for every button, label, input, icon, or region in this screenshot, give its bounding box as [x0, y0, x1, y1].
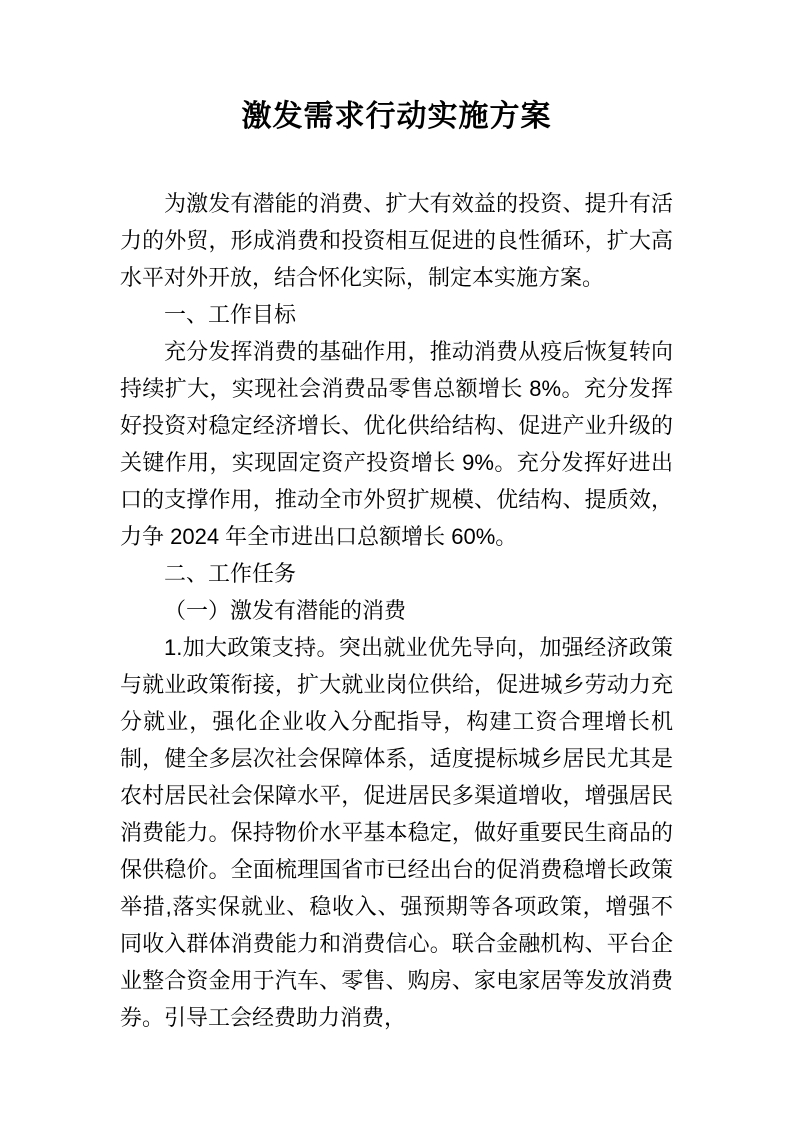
- section-2-heading: 二、工作任务: [164, 561, 297, 586]
- document-title: 激发需求行动实施方案: [241, 100, 552, 133]
- section-2-1-subheading: （一）激发有潜能的消费: [164, 598, 407, 623]
- task-1-paragraph: 1.加大政策支持。突出就业优先导向，加强经济政策与就业政策衔接，扩大就业岗位供给，促进城乡劳动力充分就业，强化企业收入分配指导，构建工资合理增长机制，健全多层次社会保障体系，适度提标城乡居民尤其是农村居民社会保障水平，促进居民多渠道增收，增强居民消费能力。保持物价水平基本稳定，做好重要民生商品的保供稳价。全面梳理国省市已经出台的促消费稳增长政策举措,落实保就业、稳收入、强预期等各项政策，增强不同收入群体消费能力和消费信心。联合金融机构、平台企业整合资金用于汽车、零售、购房、家电家居等发放消费券。引导工会经费助力消费，: [120, 635, 673, 1030]
- section-1-heading: 一、工作目标: [164, 302, 297, 327]
- intro-paragraph: 为激发有潜能的消费、扩大有效益的投资、提升有活力的外贸，形成消费和投资相互促进的良性循环，扩大高水平对外开放，结合怀化实际，制定本实施方案。: [120, 191, 673, 290]
- section-1-body-paragraph: 充分发挥消费的基础作用，推动消费从疫后恢复转向持续扩大，实现社会消费品零售总额增长 8%。充分发挥好投资对稳定经济增长、优化供给结构、促进产业升级的关键作用，实现固定资产投资增长 9%。充分发挥好进出口的支撑作用，推动全市外贸扩规模、优结构、提质效，力争 2024 年全市进出口总额增长 60%。: [120, 339, 673, 549]
